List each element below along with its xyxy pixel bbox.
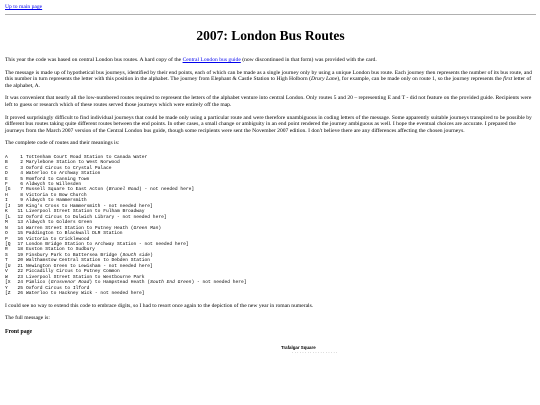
route-description-text: King's Cross to Hammersmith - not needed here] — [26, 203, 153, 209]
route-row — [5, 291, 536, 296]
route-description — [26, 291, 145, 296]
intro-p2-text-a: The message is made up of hypothetical bus journeys, identified by their end points, each of which can be made as a single journey only by using a unique London bus route. Each journey then represents the number of its bus route, and this number in turn represents the letter with this position in the alphabet. The journey from Elephant & Castle Station to High Holborn ( — [5, 69, 532, 83]
route-description-tail: ) to Hampstead Heath ( — [89, 280, 151, 286]
route-letter: [X — [5, 280, 11, 286]
route-number: 13 — [17, 220, 23, 226]
intro-p1-text-a: This year the code was based on central London bus routes. A hard copy of the — [5, 57, 183, 63]
route-letter: R — [5, 247, 8, 253]
route-letter: D — [5, 171, 8, 177]
route-description-text: Warren Street Station to Putney Heath ( — [26, 225, 134, 231]
route-number: 9 — [20, 198, 23, 204]
route-number: 22 — [17, 269, 23, 275]
intro-paragraph-5: The complete code of routes and their meanings is: — [5, 140, 120, 147]
route-description-emphasis: Green Man — [133, 225, 159, 231]
route-letter: P — [5, 236, 8, 242]
route-letter: [Z — [5, 291, 11, 297]
route-number: 7 — [20, 187, 23, 193]
page-title: 2007: London Bus Routes — [196, 28, 345, 43]
route-description-text: Victoria to Cricklewood — [26, 236, 90, 242]
route-description-text: Euston Station to Sudbury — [26, 247, 95, 253]
route-code-table — [5, 155, 536, 297]
route-description-text: Aldwych to Hammersmith — [26, 198, 87, 204]
route-letter: C — [5, 165, 8, 171]
route-number: 11 — [17, 209, 23, 215]
intro-paragraph-3: It was convenient that nearly all the low-numbered routes required to represent the letters of the alphabet venture into central London. Only routes 5 and 20 – representing E and T - did not feature on the provided guide. Recipients were left to guess or research which of these routes served those journeys which were entirely off the map. — [5, 95, 532, 108]
route-description-text: Victoria to Bow Church — [26, 192, 87, 198]
route-number: 14 — [17, 225, 23, 231]
route-letter: O — [5, 231, 8, 237]
map-label-trafalgar-square: Trafalgar Square — [281, 344, 316, 350]
route-letter: V — [5, 269, 8, 275]
up-to-main-page-link[interactable]: Up to main page — [5, 4, 43, 10]
route-number: 23 — [17, 274, 23, 280]
route-description-text: Marylebone Station to West Norwood — [26, 160, 120, 166]
route-description-text: London Bridge Station to Archway Station - not needed here] — [26, 242, 189, 247]
route-letter: M — [5, 220, 8, 226]
route-letter: N — [5, 225, 8, 231]
route-description-text: Paddington to Blackwall DLR Station — [26, 231, 123, 237]
intro-paragraph-1 — [5, 57, 536, 64]
intro-paragraph-4: It proved surprisingly difficult to find individual journeys that could be made only using a particular route and were therefore unambiguous in coding letters of the message. Some apparently suitable journeys transpired to be possible by different bus routes taking quite different routes between the end points. In other cases, a small change or ambiguity in an end point rendered the journey ambiguous as well. I hope the eventual choices are accurate. I prepared the journeys from the March 2007 version of the Central London bus guide, though some recipients were sent the November 2007 edition. I don't believe there are any differences affecting the chosen journeys. — [5, 114, 532, 134]
route-description-tail: ) — [158, 225, 162, 231]
route-number: 10 — [17, 203, 23, 209]
route-letter: [L — [5, 214, 11, 220]
route-description-emphasis: South End Green — [150, 280, 192, 286]
route-number: 3 — [20, 165, 23, 171]
route-number: 25 — [17, 285, 23, 291]
route-number: 12 — [17, 214, 23, 220]
route-description-emphasis: South side — [122, 252, 151, 258]
route-number: 21 — [17, 263, 23, 269]
outro-paragraph-1: I could see no way to extend this code to embrace digits, so I had to resort once again to the depiction of the new year in roman numerals. — [5, 302, 314, 309]
route-description-text: Romford to Canning Town — [26, 176, 90, 182]
route-description-text: Walthamstow Central Station to Debden Station — [26, 258, 151, 264]
route-letter: F — [5, 182, 8, 188]
route-letter: K — [5, 209, 8, 215]
route-number: 26 — [17, 291, 23, 297]
route-description-emphasis: Brunel Road — [108, 187, 140, 193]
intro-p2-text-b: ), for example, can be made only on route 1, so the journey represents the — [337, 76, 504, 83]
route-letter: E — [5, 176, 8, 182]
route-description-text: Liverpool Street Station to Westbourne Park — [26, 274, 145, 280]
top-divider — [5, 14, 536, 15]
route-number: 2 — [20, 160, 23, 166]
route-description-text: Finsbury Park to Battersea Bridge ( — [26, 252, 123, 258]
route-letter: W — [5, 274, 8, 280]
intro-p2-text-c: letter of the alphabet, A. — [5, 76, 532, 89]
route-description-text: Aldwych to Willesden — [26, 182, 82, 188]
route-number: 18 — [17, 247, 23, 253]
route-number: 19 — [17, 252, 23, 258]
front-page-heading: Front page — [5, 328, 33, 335]
map-sublabel: · · · · · · · · · · · · · · · · · · — [292, 350, 338, 355]
route-number: 1 — [20, 154, 23, 160]
route-number: 6 — [20, 182, 23, 188]
intro-p2-emphasis-2: first — [503, 76, 513, 83]
route-number: 17 — [17, 242, 23, 247]
route-number: 20 — [17, 258, 23, 264]
route-description-text: Tottenham Court Road Station to Canada Water — [26, 154, 148, 160]
route-letter: [G — [5, 187, 11, 193]
route-description-text: Waterloo to Hackney Wick - not needed here] — [26, 291, 145, 297]
top-nav — [5, 4, 536, 11]
route-description-text: Pimlico ( — [26, 280, 51, 286]
intro-paragraph-2 — [5, 70, 536, 90]
route-letter: H — [5, 192, 8, 198]
route-number: 16 — [17, 236, 23, 242]
route-description-tail: ) — [150, 252, 153, 258]
front-page-map — [5, 345, 536, 365]
route-letter: Y — [5, 285, 8, 291]
outro-paragraph-2: The full message is: — [5, 315, 50, 322]
route-description-tail: ) - not needed here] — [191, 280, 247, 286]
route-description-text: Waterloo to Archway Station — [26, 171, 101, 177]
route-description-text: Russell Square to East Acton ( — [26, 187, 109, 193]
route-description-text: Aldwych to Golders Green — [26, 220, 93, 226]
route-letter: [U — [5, 263, 11, 269]
route-letter: I — [5, 198, 8, 204]
intro-p2-emphasis-1: Drury Lane — [310, 76, 338, 83]
route-description-text: Oxford Circus to Crystal Palace — [26, 165, 112, 171]
route-description-text: Liverpool Street Station to Fulham Broadway — [26, 209, 145, 215]
route-letter: T — [5, 258, 8, 264]
route-description-text: Oxford Circus to Dulwich Library - not needed here] — [26, 214, 167, 220]
central-london-bus-guide-link[interactable]: Central London bus guide — [182, 57, 241, 63]
route-description-text: Newington Green to Lewisham - not needed here] — [26, 263, 153, 269]
route-number: 5 — [20, 176, 23, 182]
route-letter: S — [5, 252, 8, 258]
route-letter: [Q — [5, 242, 11, 247]
route-number: 8 — [20, 192, 23, 198]
intro-p1-text-b: (now discontinued in that form) was provided with the card. — [240, 57, 377, 63]
route-number: 24 — [17, 280, 23, 286]
route-description-text: Oxford Circus to Ilford — [26, 285, 90, 291]
route-description-tail: ) - not needed here] — [139, 187, 195, 193]
route-letter: B — [5, 160, 8, 166]
route-description-text: Piccadilly Circus to Putney Common — [26, 269, 120, 275]
route-number: 15 — [17, 231, 23, 237]
route-letter: [J — [5, 203, 11, 209]
route-letter: A — [5, 154, 8, 160]
route-number: 4 — [20, 171, 23, 177]
route-description-emphasis: Grosvenor Road — [50, 280, 90, 286]
